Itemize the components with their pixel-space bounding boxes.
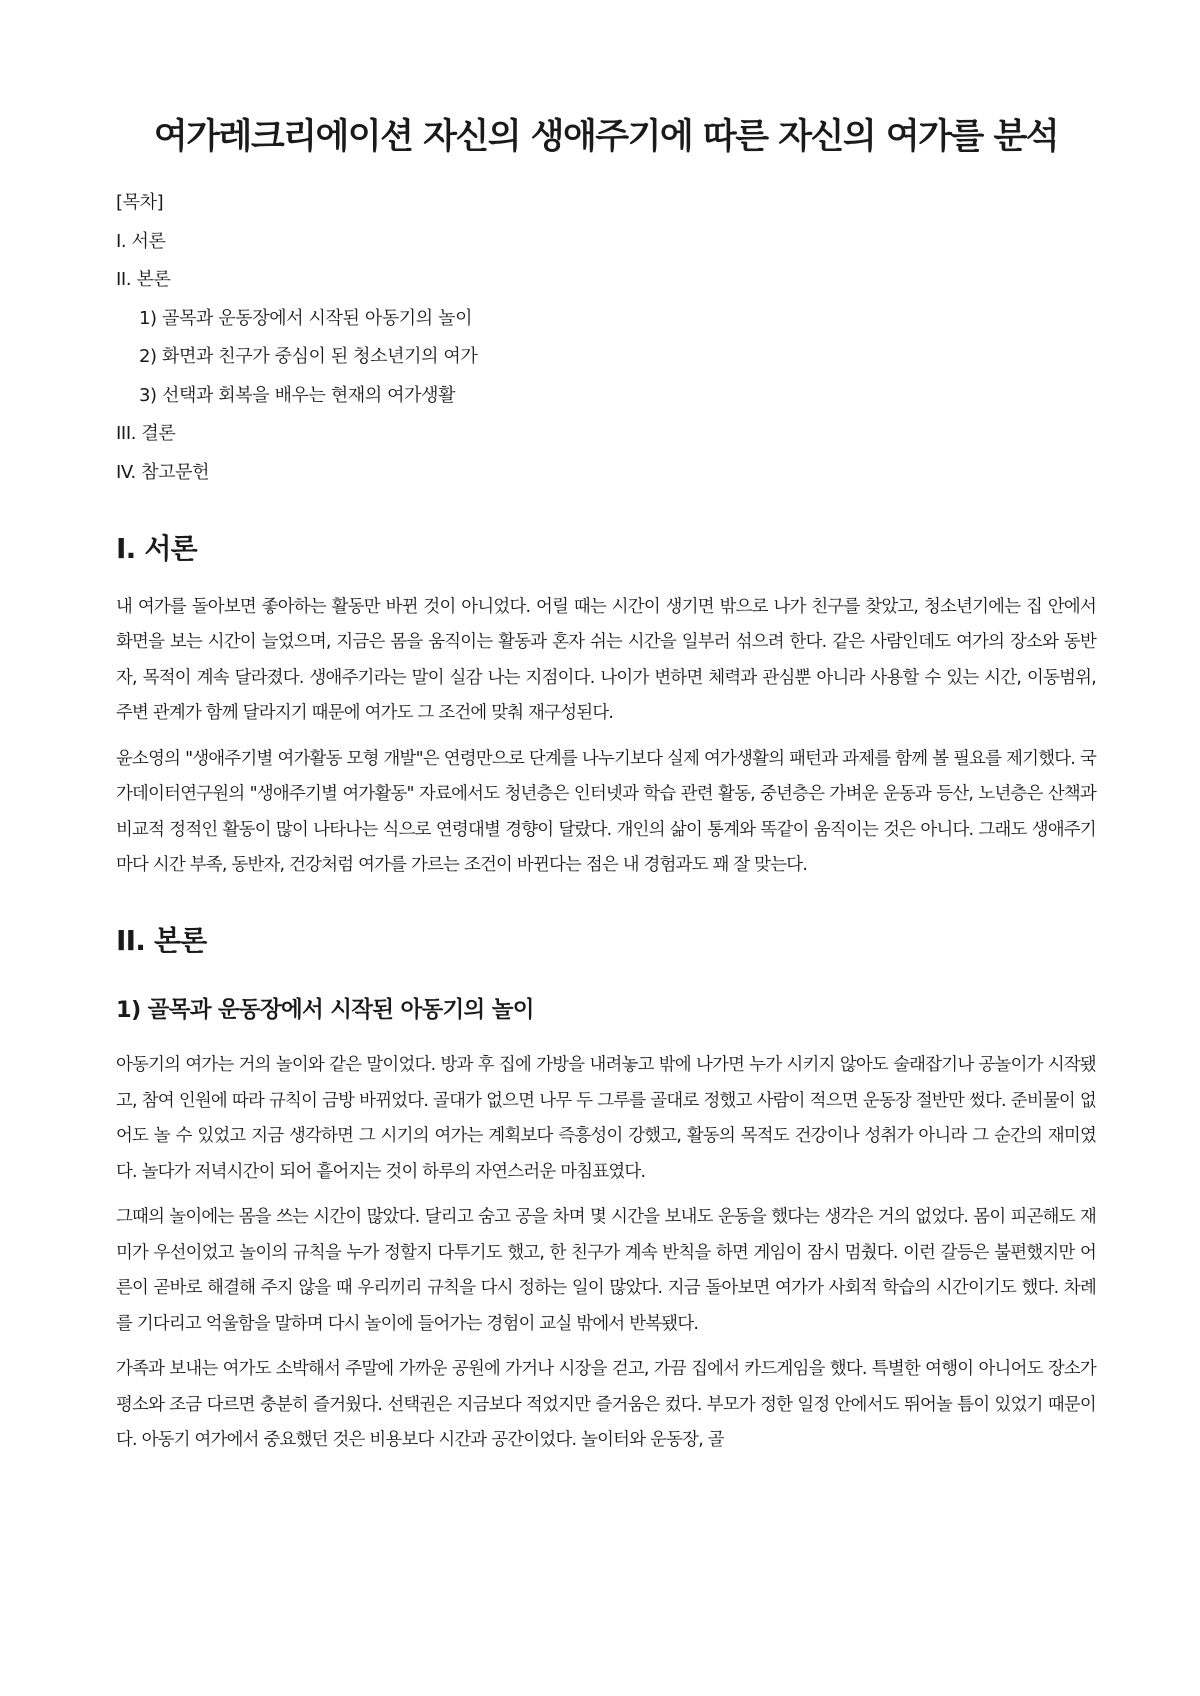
subsection-heading: 1) 골목과 운동장에서 시작된 아동기의 놀이	[116, 997, 534, 1024]
section-heading-body: II. 본론	[116, 923, 207, 957]
table-of-contents	[116, 184, 1096, 492]
document-title: 여가레크리에이션 자신의 생애주기에 따른 자신의 여가를 분석	[153, 117, 1059, 157]
paragraph: 아동기의 여가는 거의 놀이와 같은 말이었다. 방과 후 집에 가방을 내려놓고 밖에 나가면 누가 시키지 않아도 술래잡기나 공놀이가 시작됐고, 참여 인원에 따라 규칙이 금방 바뀌었다. 골대가 없으면 나무 두 그루를 골대로 정했고 사람이 적으면 운동장 절반만 썼다. 준비물이 없어도 놀 수 있었고 지금 생각하면 그 시기의 여가는 계획보다 즉흥성이 강했고, 활동의 목적도 건강이나 성취가 아니라 그 순간의 재미였다. 놀다가 저녁시간이 되어 흩어지는 것이 하루의 자연스러운 마침표였다.	[116, 1055, 1096, 1182]
toc-item: III. 결론	[116, 423, 176, 444]
toc-subitem: 2) 화면과 친구가 중심이 된 청소년기의 여가	[139, 346, 478, 367]
toc-item: II. 본론	[116, 269, 171, 290]
paragraph: 그때의 놀이에는 몸을 쓰는 시간이 많았다. 달리고 숨고 공을 차며 몇 시간을 보내도 운동을 했다는 생각은 거의 없었다. 몸이 피곤해도 재미가 우선이었고 놀이의 규칙을 누가 정할지 다투기도 했고, 한 친구가 계속 반칙을 하면 게임이 잠시 멈췄다. 이런 갈등은 불편했지만 어른이 곧바로 해결해 주지 않을 때 우리끼리 규칙을 다시 정하는 일이 많았다. 지금 돌아보면 여가가 사회적 학습의 시간이기도 했다. 차례를 기다리고 억울함을 말하며 다시 놀이에 들어가는 경험이 교실 밖에서 반복됐다.	[116, 1207, 1096, 1334]
section-heading-intro: I. 서론	[116, 532, 197, 565]
toc-subitem: 1) 골목과 운동장에서 시작된 아동기의 놀이	[139, 307, 473, 329]
paragraph: 내 여가를 돌아보면 좋아하는 활동만 바뀐 것이 아니었다. 어릴 때는 시간이 생기면 밖으로 나가 친구를 찾았고, 청소년기에는 집 안에서 화면을 보는 시간이 늘었으며, 지금은 몸을 움직이는 활동과 혼자 쉬는 시간을 일부러 섞으려 한다. 같은 사람인데도 여가의 장소와 동반자, 목적이 계속 달라졌다. 생애주기라는 말이 실감 나는 지점이다. 나이가 변하면 체력과 관심뿐 아니라 사용할 수 있는 시간, 이동범위, 주변 관계가 함께 달라지기 때문에 여가도 그 조건에 맞춰 재구성된다.	[116, 596, 1096, 724]
paragraph: 가족과 보내는 여가도 소박해서 주말에 가까운 공원에 가거나 시장을 걷고, 가끔 집에서 카드게임을 했다. 특별한 여행이 아니어도 장소가 평소와 조금 다르면 충분히 즐거웠다. 선택권은 지금보다 적었지만 즐거움은 컸다. 부모가 정한 일정 안에서도 뛰어놀 틈이 있었기 때문이다. 아동기 여가에서 중요했던 것은 비용보다 시간과 공간이었다. 놀이터와 운동장, 골	[116, 1359, 1096, 1451]
toc-heading: [목차]	[116, 192, 164, 213]
toc-subitem: 3) 선택과 회복을 배우는 현재의 여가생활	[139, 384, 456, 406]
toc-item: I. 서론	[116, 230, 166, 252]
toc-item: IV. 참고문헌	[116, 461, 210, 483]
paragraph: 윤소영의 "생애주기별 여가활동 모형 개발"은 연령만으로 단계를 나누기보다 실제 여가생활의 패턴과 과제를 함께 볼 필요를 제기했다. 국가데이터연구원의 "생애주기별 여가활동" 자료에서도 청년층은 인터넷과 학습 관련 활동, 중년층은 가벼운 운동과 등산, 노년층은 산책과 비교적 정적인 활동이 많이 나타나는 식으로 연령대별 경향이 달랐다. 개인의 삶이 통계와 똑같이 움직이는 것은 아니다. 그래도 생애주기마다 시간 부족, 동반자, 건강처럼 여가를 가르는 조건이 바뀐다는 점은 내 경험과도 꽤 잘 맞는다.	[116, 748, 1096, 876]
